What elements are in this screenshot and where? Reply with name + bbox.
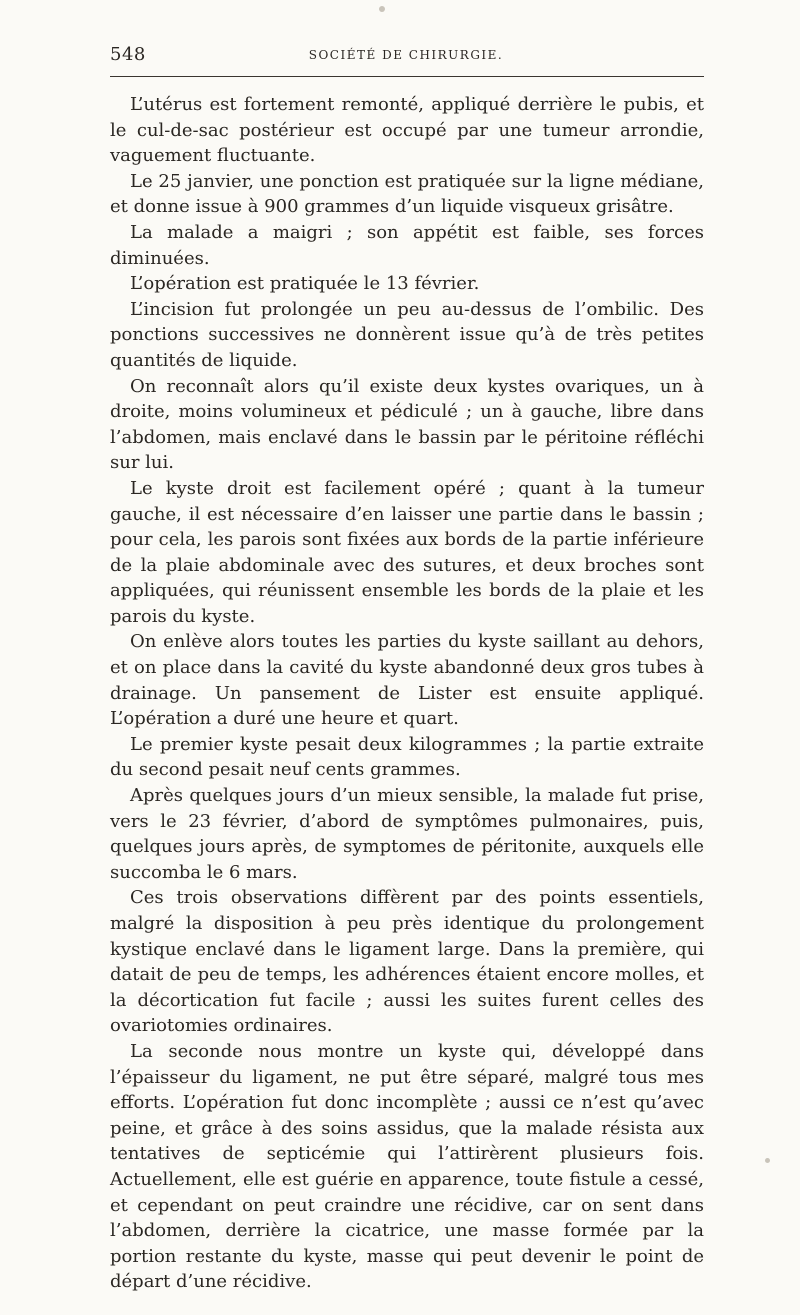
paragraph: La malade a maigri ; son appétit est faible, ses forces diminuées. — [110, 221, 704, 269]
running-title: SOCIÉTÉ DE CHIRURGIE. — [308, 48, 504, 62]
paper-speck — [379, 6, 385, 12]
body-text — [110, 92, 704, 1295]
paragraph: L’utérus est fortement remonté, appliqué derrière le pubis, et le cul-de-sac postérieur est occupé par une tumeur arrondie, vaguement fluctuante. — [110, 94, 704, 167]
paragraph: On enlève alors toutes les parties du kyste saillant au dehors, et on place dans la cavité du kyste abandonné deux gros tubes à drainage. Un pansement de Lister est ensuite appliqué. L’opération a duré une heure et quart. — [110, 631, 704, 730]
page-number: 548 — [110, 44, 146, 65]
paragraph: Le premier kyste pesait deux kilogrammes ; la partie extraite du second pesait neuf cents grammes. — [110, 733, 704, 781]
paragraph: Le kyste droit est facilement opéré ; quant à la tumeur gauche, il est nécessaire d’en laisser une partie dans le bassin ; pour cela, les parois sont fixées aux bords de la partie inférieure de la plaie abdominale avec des sutures, et deux broches sont appliquées, qui réunissent ensemble les bords de la plaie et les parois du kyste. — [110, 477, 704, 627]
header-rule — [110, 76, 704, 77]
page-header — [110, 44, 702, 70]
paragraph: La seconde nous montre un kyste qui, développé dans l’épaisseur du ligament, ne put être séparé, malgré tous mes efforts. L’opération fut donc incomplète ; aussi ce n’est qu’avec peine, et grâce à des soins assidus, que la malade résista aux tentatives de septicémie qui l’attirèrent plusieurs fois. Actuellement, elle est guérie en apparence, toute fistule a cessé, et cependant on peut craindre une récidive, car on sent dans l’abdomen, derrière la cicatrice, une masse formée par la portion restante du kyste, masse qui peut devenir le point de départ d’une récidive. — [110, 1040, 704, 1293]
paragraph: Après quelques jours d’un mieux sensible, la malade fut prise, vers le 23 février, d’abord de symptômes pulmonaires, puis, quelques jours après, de symptomes de péritonite, auxquels elle succomba le 6 mars. — [110, 785, 704, 883]
paragraph: L’incision fut prolongée un peu au-dessus de l’ombilic. Des ponctions successives ne donnèrent issue qu’à de très petites quantités de liquide. — [110, 298, 704, 371]
paragraph: On reconnaît alors qu’il existe deux kystes ovariques, un à droite, moins volumineux et pédiculé ; un à gauche, libre dans l’abdomen, mais enclavé dans le bassin par le péritoine réfléchi sur lui. — [110, 375, 704, 474]
paper-speck — [765, 1158, 770, 1163]
paragraph: Ces trois observations diffèrent par des points essentiels, malgré la disposition à peu près identique du prolongement kystique enclavé dans le ligament large. Dans la première, qui datait de peu de temps, les adhérences étaient encore molles, et la décortication fut facile ; aussi les suites furent celles des ovariotomies ordinaires. — [110, 887, 704, 1037]
paragraph: Le 25 janvier, une ponction est pratiquée sur la ligne médiane, et donne issue à 900 grammes d’un liquide visqueux grisâtre. — [110, 170, 704, 218]
paragraph: L’opération est pratiquée le 13 février. — [130, 273, 480, 295]
